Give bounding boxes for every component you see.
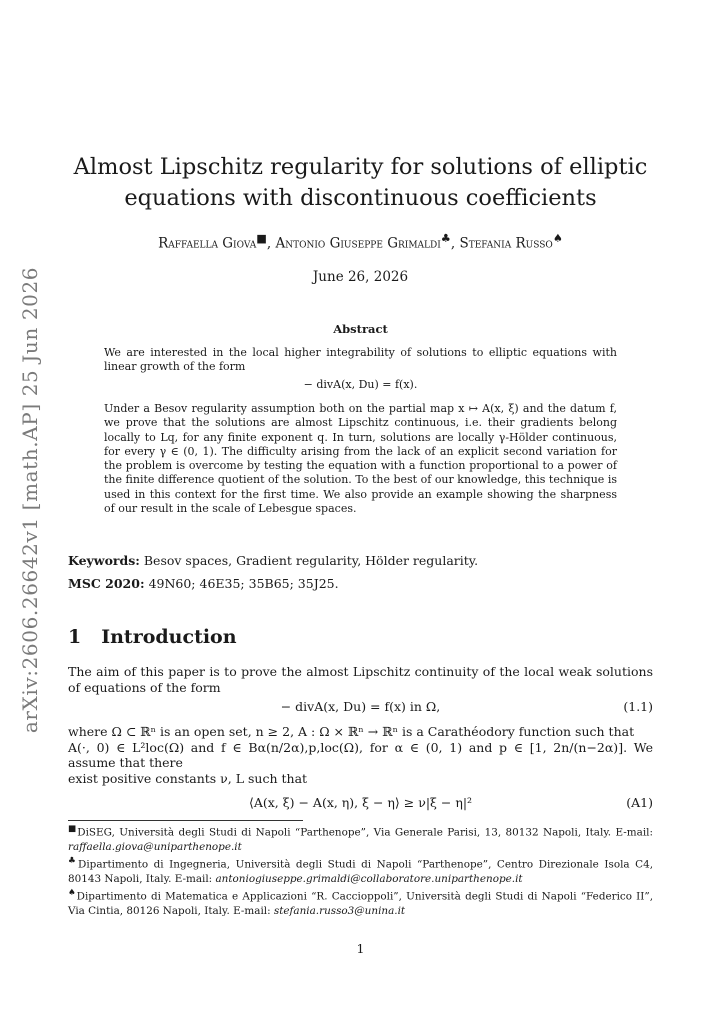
abstract-heading: Abstract [333, 322, 388, 336]
intro-paragraph-2: where Ω ⊂ ℝⁿ is an open set, n ≥ 2, A : Ω × ℝⁿ → ℝⁿ is a Carathéodory function such that A(·, 0) ∈ L²loc(Ω) and f ∈ Bα(n/2α),p,loc(Ω), for α ∈ (0, 1) and p ∈ [1, 2n/(n−2α)]. We assume that there exist positive constants ν, L such that [68, 724, 653, 786]
keywords-value: Besov spaces, Gradient regularity, Hölder regularity. [143, 553, 479, 568]
abstract-equation: − divA(x, Du) = f(x). [303, 378, 418, 391]
arxiv-sidebar [8, 266, 52, 734]
msc-label: MSC 2020: [68, 576, 145, 591]
equation-1-1-body: − divA(x, Du) = f(x) in Ω, [280, 699, 441, 714]
page-number: 1 [356, 941, 365, 956]
section-number: 1 [68, 626, 82, 648]
keywords-label: Keywords: [68, 553, 140, 568]
footnote-1: ■DiSEG, Università degli Studi di Napoli “Parthenope”, Via Generale Parisi, 13, 80132 Napoli, Italy. E-mail: raffaella.giova@uniparthenope.it [68, 824, 653, 853]
paper-date: June 26, 2026 [312, 269, 409, 285]
arxiv-id: arXiv:2606.26642v1 [math.AP] 25 Jun 2026 [18, 266, 42, 734]
author-1-mark: ■ [256, 232, 267, 245]
footnote-rule [68, 820, 303, 821]
footnote-3: ♠Dipartimento di Matematica e Applicazioni “R. Caccioppoli”, Università degli Studi di Napoli “Federico II”, Via Cintia, 80126 Napoli, Italy. E-mail: stefania.russo3@unina.it [68, 888, 653, 917]
keywords [68, 553, 653, 568]
abstract-paragraph-2: Under a Besov regularity assumption both on the partial map x ↦ A(x, ξ) and the datum f, we prove that the solutions are almost Lipschitz continuous, i.e. their gradients belong locally to Lq, for any finite exponent q. In turn, solutions are locally γ-Hölder continuous, for every γ ∈ (0, 1). The difficulty arising from the lack of an explicit second variation for the problem is overcome by testing the equation with a function proportional to a power of the finite difference quotient of the solution. To the best of our knowledge, this technique is used in this context for the first time. We also provide an example showing the sharpness of our result in the scale of Lebesgue spaces. [104, 402, 617, 516]
footnote-2: ♣Dipartimento di Ingegneria, Università degli Studi di Napoli “Parthenope”, Centro Direzionale Isola C4, 80143 Napoli, Italy. E-mail: antoniogiuseppe.grimaldi@collaboratore.uniparthenope.it [68, 856, 654, 885]
equation-a1-body: ⟨A(x, ξ) − A(x, η), ξ − η⟩ ≥ ν|ξ − η|² [248, 795, 473, 810]
equation-a1-number: (A1) [626, 795, 653, 810]
author-1: Raffaella Giova [158, 235, 257, 252]
msc-value: 49N60; 46E35; 35B65; 35J25. [148, 576, 339, 591]
abstract-paragraph-1: We are interested in the local higher integrability of solutions to elliptic equations with linear growth of the form [104, 346, 617, 374]
footnote-3-email[interactable]: stefania.russo3@unina.it [273, 904, 406, 917]
intro-paragraph-1: The aim of this paper is to prove the almost Lipschitz continuity of the local weak solutions of equations of the form [68, 664, 653, 695]
author-2: Antonio Giuseppe Grimaldi [275, 235, 441, 252]
section-title: Introduction [101, 626, 237, 648]
author-3-mark: ♠ [552, 232, 563, 245]
paper-title: Almost Lipschitz regularity for solutions of elliptic equations with discontinuous coefficients [73, 154, 648, 211]
msc-codes [68, 576, 653, 591]
author-2-mark: ♣ [440, 232, 451, 245]
equation-1-1-number: (1.1) [623, 699, 653, 714]
footnote-2-email[interactable]: antoniogiuseppe.grimaldi@collaboratore.uniparthenope.it [215, 872, 523, 885]
footnote-1-email[interactable]: raffaella.giova@uniparthenope.it [68, 840, 242, 853]
section-heading [68, 626, 237, 648]
author-3: Stefania Russo [459, 235, 553, 252]
author-list: Raffaella Giova■, Antonio Giuseppe Grimaldi♣, Stefania Russo♠ [158, 232, 563, 252]
